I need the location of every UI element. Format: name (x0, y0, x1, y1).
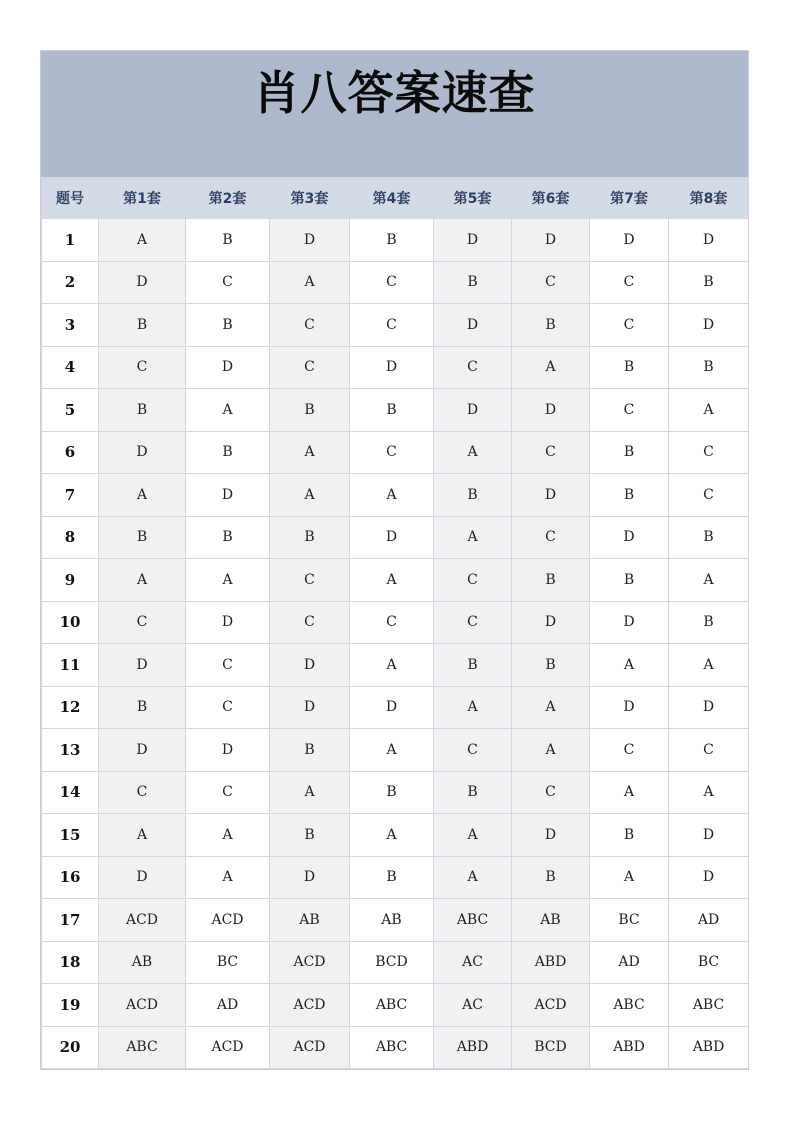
answer-cell: D (99, 431, 186, 474)
answer-cell: B (186, 516, 270, 559)
answer-cell: B (512, 644, 590, 687)
answer-cell: D (590, 516, 669, 559)
answer-cell: D (350, 516, 434, 559)
answer-cell: ABD (512, 941, 590, 984)
table-row (42, 686, 749, 729)
table-row (42, 771, 749, 814)
answer-cell: BCD (350, 941, 434, 984)
title-banner (41, 51, 748, 177)
answer-cell: AB (99, 941, 186, 984)
table-row (42, 346, 749, 389)
answer-cell: D (350, 686, 434, 729)
answer-cell: B (590, 559, 669, 602)
answer-cell: B (99, 686, 186, 729)
answer-cell: B (270, 729, 350, 772)
question-number-cell: 15 (42, 814, 99, 857)
answer-cell: A (590, 771, 669, 814)
answer-cell: C (99, 771, 186, 814)
question-number-cell: 9 (42, 559, 99, 602)
answer-cell: ACD (99, 984, 186, 1027)
answer-cell: B (590, 474, 669, 517)
answer-cell: B (512, 856, 590, 899)
answer-cell: D (590, 219, 669, 262)
answer-cell: B (590, 431, 669, 474)
answer-cell: D (669, 219, 749, 262)
answer-cell: ABC (669, 984, 749, 1027)
answer-cell: D (512, 474, 590, 517)
answer-cell: B (270, 516, 350, 559)
column-header-set-7: 第7套 (590, 178, 669, 219)
answer-cell: B (434, 261, 512, 304)
table-row (42, 644, 749, 687)
answer-cell: C (590, 304, 669, 347)
answer-cell: ACD (270, 984, 350, 1027)
answer-cell: D (512, 601, 590, 644)
answer-cell: B (350, 219, 434, 262)
column-header-set-2: 第2套 (186, 178, 270, 219)
answer-cell: C (512, 261, 590, 304)
answer-cell: D (669, 814, 749, 857)
page-title: 肖八答案速查 (253, 66, 536, 120)
answer-cell: A (434, 856, 512, 899)
answer-cell: A (99, 219, 186, 262)
answer-cell: D (590, 601, 669, 644)
question-number-cell: 4 (42, 346, 99, 389)
answer-cell: A (669, 644, 749, 687)
answer-cell: C (186, 261, 270, 304)
answer-cell: A (669, 771, 749, 814)
answer-cell: A (186, 814, 270, 857)
answer-cell: A (512, 346, 590, 389)
answer-cell: A (512, 686, 590, 729)
answer-cell: A (512, 729, 590, 772)
answer-cell: B (186, 219, 270, 262)
answer-cell: AC (434, 941, 512, 984)
table-row (42, 559, 749, 602)
answer-cell: D (512, 219, 590, 262)
answer-cell: C (512, 431, 590, 474)
answer-cell: B (99, 516, 186, 559)
answer-cell: A (350, 814, 434, 857)
table-row (42, 899, 749, 942)
answer-cell: A (270, 474, 350, 517)
table-row (42, 431, 749, 474)
answer-cell: D (270, 686, 350, 729)
column-header-set-6: 第6套 (512, 178, 590, 219)
table-row (42, 219, 749, 262)
answer-cell: ABC (350, 1026, 434, 1069)
answer-cell: AD (669, 899, 749, 942)
answer-cell: C (669, 474, 749, 517)
answer-cell: AD (186, 984, 270, 1027)
answer-cell: B (590, 814, 669, 857)
answer-cell: A (350, 474, 434, 517)
question-number-cell: 5 (42, 389, 99, 432)
answer-cell: B (186, 431, 270, 474)
table-header-row (42, 178, 749, 219)
question-number-cell: 18 (42, 941, 99, 984)
answer-cell: B (99, 389, 186, 432)
question-number-cell: 1 (42, 219, 99, 262)
table-row (42, 984, 749, 1027)
table-row (42, 389, 749, 432)
answer-cell: C (270, 346, 350, 389)
answer-cell: A (186, 389, 270, 432)
table-row (42, 814, 749, 857)
answer-cell: A (350, 729, 434, 772)
answer-cell: C (512, 516, 590, 559)
answer-cell: D (590, 686, 669, 729)
question-number-cell: 2 (42, 261, 99, 304)
answer-cell: D (512, 814, 590, 857)
answer-cell: B (512, 559, 590, 602)
question-number-cell: 14 (42, 771, 99, 814)
answer-cell: D (512, 389, 590, 432)
answer-cell: C (350, 304, 434, 347)
answer-cell: A (186, 559, 270, 602)
answer-cell: A (434, 516, 512, 559)
answer-cell: A (669, 559, 749, 602)
answer-cell: AD (590, 941, 669, 984)
table-row (42, 601, 749, 644)
answer-cell: B (669, 601, 749, 644)
answer-cell: C (434, 729, 512, 772)
answer-cell: ACD (270, 1026, 350, 1069)
answer-cell: A (270, 771, 350, 814)
answer-cell: C (186, 644, 270, 687)
answer-cell: C (270, 304, 350, 347)
answer-cell: A (669, 389, 749, 432)
answer-cell: BCD (512, 1026, 590, 1069)
column-header-set-8: 第8套 (669, 178, 749, 219)
column-header-question-number: 题号 (42, 178, 99, 219)
table-row (42, 304, 749, 347)
answer-cell: A (99, 559, 186, 602)
answer-cell: C (186, 771, 270, 814)
answer-cell: A (434, 814, 512, 857)
answer-cell: B (350, 389, 434, 432)
answer-cell: ABD (669, 1026, 749, 1069)
answer-cell: C (270, 559, 350, 602)
answer-cell: D (270, 856, 350, 899)
answer-cell: A (434, 686, 512, 729)
answer-cell: ABC (99, 1026, 186, 1069)
answer-cell: D (434, 219, 512, 262)
answer-cell: D (270, 644, 350, 687)
answer-cell: B (350, 771, 434, 814)
answer-sheet (40, 50, 749, 1070)
answer-cell: B (434, 771, 512, 814)
answer-cell: ACD (270, 941, 350, 984)
answer-cell: C (270, 601, 350, 644)
answer-cell: ABC (590, 984, 669, 1027)
answer-cell: D (99, 729, 186, 772)
answer-cell: D (669, 856, 749, 899)
answer-cell: B (669, 346, 749, 389)
answer-cell: C (434, 346, 512, 389)
question-number-cell: 8 (42, 516, 99, 559)
answer-cell: B (669, 516, 749, 559)
answer-cell: D (186, 729, 270, 772)
answer-cell: A (350, 644, 434, 687)
question-number-cell: 17 (42, 899, 99, 942)
answer-cell: D (186, 474, 270, 517)
question-number-cell: 7 (42, 474, 99, 517)
table-row (42, 941, 749, 984)
answer-cell: C (350, 261, 434, 304)
answer-cell: D (669, 686, 749, 729)
answer-cell: B (590, 346, 669, 389)
table-row (42, 261, 749, 304)
answer-cell: BC (669, 941, 749, 984)
question-number-cell: 10 (42, 601, 99, 644)
answer-cell: B (186, 304, 270, 347)
answer-cell: A (590, 644, 669, 687)
answer-cell: A (99, 474, 186, 517)
question-number-cell: 16 (42, 856, 99, 899)
answer-cell: ABD (590, 1026, 669, 1069)
answer-cell: AC (434, 984, 512, 1027)
answer-cell: B (99, 304, 186, 347)
answer-cell: B (270, 814, 350, 857)
answer-cell: C (434, 559, 512, 602)
table-row (42, 516, 749, 559)
answer-cell: C (99, 601, 186, 644)
table-row (42, 729, 749, 772)
answer-cell: ABC (434, 899, 512, 942)
table-body (42, 219, 749, 1069)
question-number-cell: 13 (42, 729, 99, 772)
answer-cell: D (186, 346, 270, 389)
answer-cell: B (270, 389, 350, 432)
answer-cell: B (434, 474, 512, 517)
answer-cell: B (669, 261, 749, 304)
answer-cell: D (434, 389, 512, 432)
answer-cell: C (512, 771, 590, 814)
answer-cell: ACD (512, 984, 590, 1027)
table-row (42, 856, 749, 899)
answer-cell: BC (186, 941, 270, 984)
column-header-set-1: 第1套 (99, 178, 186, 219)
answer-cell: AB (512, 899, 590, 942)
answer-cell: AB (270, 899, 350, 942)
answer-cell: BC (590, 899, 669, 942)
answer-cell: D (350, 346, 434, 389)
question-number-cell: 6 (42, 431, 99, 474)
column-header-set-4: 第4套 (350, 178, 434, 219)
question-number-cell: 20 (42, 1026, 99, 1069)
answer-cell: ACD (99, 899, 186, 942)
answer-table (41, 177, 749, 1069)
question-number-cell: 3 (42, 304, 99, 347)
answer-cell: C (99, 346, 186, 389)
answer-cell: C (186, 686, 270, 729)
answer-cell: A (186, 856, 270, 899)
answer-cell: B (434, 644, 512, 687)
answer-cell: D (99, 856, 186, 899)
answer-cell: C (590, 729, 669, 772)
answer-cell: C (669, 431, 749, 474)
table-row (42, 1026, 749, 1069)
answer-cell: D (99, 644, 186, 687)
answer-cell: A (270, 261, 350, 304)
answer-cell: C (350, 601, 434, 644)
answer-cell: D (669, 304, 749, 347)
answer-cell: A (350, 559, 434, 602)
answer-cell: AB (350, 899, 434, 942)
answer-cell: A (434, 431, 512, 474)
question-number-cell: 12 (42, 686, 99, 729)
question-number-cell: 11 (42, 644, 99, 687)
column-header-set-5: 第5套 (434, 178, 512, 219)
answer-cell: ACD (186, 899, 270, 942)
answer-cell: C (669, 729, 749, 772)
answer-cell: C (350, 431, 434, 474)
answer-cell: D (270, 219, 350, 262)
answer-cell: C (590, 389, 669, 432)
answer-cell: D (434, 304, 512, 347)
answer-cell: ABD (434, 1026, 512, 1069)
answer-cell: A (99, 814, 186, 857)
column-header-set-3: 第3套 (270, 178, 350, 219)
answer-cell: ACD (186, 1026, 270, 1069)
answer-cell: A (270, 431, 350, 474)
question-number-cell: 19 (42, 984, 99, 1027)
answer-cell: D (99, 261, 186, 304)
answer-cell: A (590, 856, 669, 899)
answer-cell: B (512, 304, 590, 347)
table-row (42, 474, 749, 517)
answer-cell: C (590, 261, 669, 304)
answer-cell: D (186, 601, 270, 644)
answer-cell: ABC (350, 984, 434, 1027)
answer-cell: B (350, 856, 434, 899)
answer-cell: C (434, 601, 512, 644)
